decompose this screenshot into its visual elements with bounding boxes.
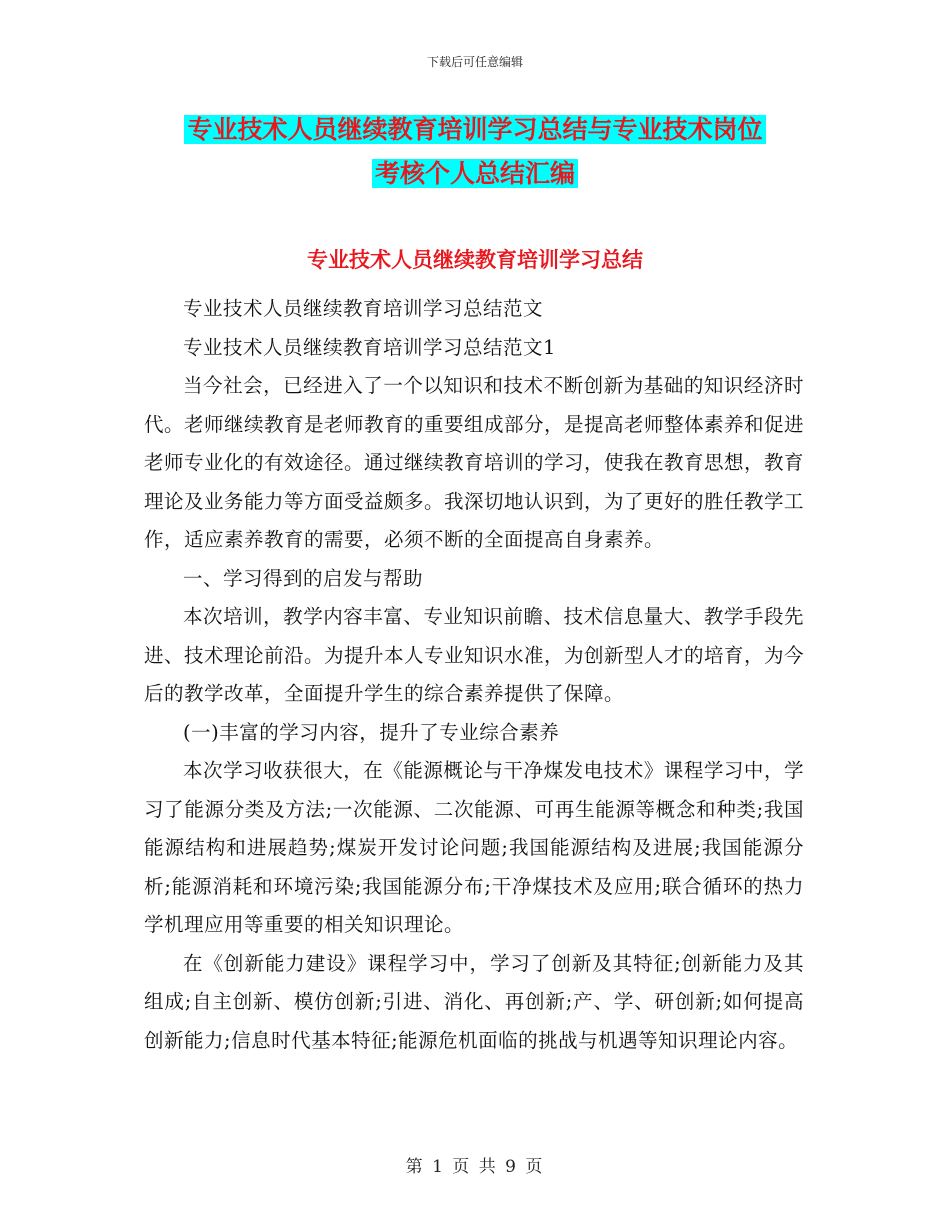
- paragraph: 本次培训，教学内容丰富、专业知识前瞻、技术信息量大、教学手段先进、技术理论前沿。为提升本人专业知识水准，为创新型人才的培育，为今后的教学改革，全面提升学生的综合素养提供了保障。: [144, 605, 805, 705]
- title-line-1: 专业技术人员继续教育培训学习总结与专业技术岗位: [184, 115, 765, 144]
- document-body: [144, 290, 804, 1060]
- paragraph: (一)丰富的学习内容，提升了专业综合素养: [183, 720, 560, 744]
- paragraph: 当今社会，已经进入了一个以知识和技术不断创新为基础的知识经济时代。老师继续教育是老师教育的重要组成部分，是提高老师整体素养和促进老师专业化的有效途径。通过继续教育培训的学习，使我在教育思想，教育理论及业务能力等方面受益颇多。我深切地认识到，为了更好的胜任教学工作，适应素养教育的需要，必须不断的全面提高自身素养。: [144, 374, 805, 551]
- page-header-note: 下载后可任意编辑: [426, 55, 523, 69]
- paragraph: 本次学习收获很大，在《能源概论与干净煤发电技术》课程学习中，学习了能源分类及方法;一次能源、二次能源、可再生能源等概念和种类;我国能源结构和进展趋势;煤炭开发讨论问题;我国能源结构及进展;我国能源分析;能源消耗和环境污染;我国能源分布;干净煤技术及应用;联合循环的热力学机理应用等重要的相关知识理论。: [144, 759, 804, 936]
- paragraph: 专业技术人员继续教育培训学习总结范文1: [183, 335, 556, 359]
- title-line-2: 考核个人总结汇编: [372, 159, 578, 188]
- page-footer: 第 1 页 共 9 页: [405, 1157, 545, 1177]
- document-title: [0, 108, 950, 196]
- paragraph: 一、学习得到的启发与帮助: [183, 566, 424, 590]
- section-title: 专业技术人员继续教育培训学习总结: [307, 248, 643, 272]
- paragraph: 专业技术人员继续教育培训学习总结范文: [183, 297, 544, 320]
- paragraph: 在《创新能力建设》课程学习中，学习了创新及其特征;创新能力及其组成;自主创新、模仿创新;引进、消化、再创新;产、学、研创新;如何提高创新能力;信息时代基本特征;能源危机面临的挑战与机遇等知识理论内容。: [144, 951, 804, 1052]
